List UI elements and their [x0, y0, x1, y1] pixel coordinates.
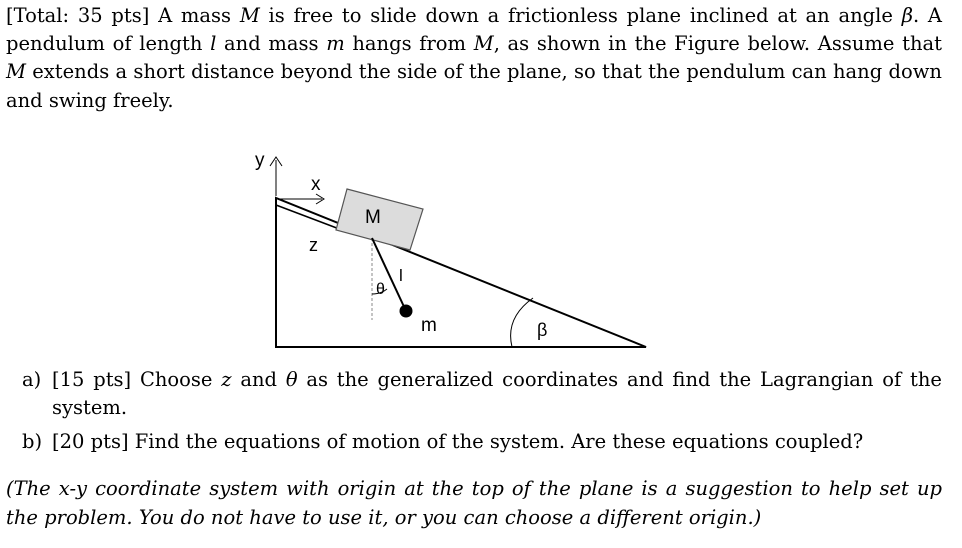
z-label: z — [309, 235, 318, 255]
inclined-plane — [276, 198, 646, 347]
problem-statement: [Total: 35 pts] A mass M is free to slide down a frictionless plane inclined at an angle β. A pendulum of length l and mass m hangs from M, as shown in the Figure below. Assume that M extends a short distance beyond the side of the plane, so that the pendulum can hang down and swing freely. — [6, 4, 942, 112]
block-M-label: M — [365, 207, 381, 228]
var-beta: β — [901, 4, 913, 27]
var-theta: θ — [285, 368, 298, 391]
var-xy: x-y — [58, 477, 88, 500]
part-a: a) [15 pts] Choose z and θ as the generalized coordinates and find the Lagrangian of the system. — [22, 368, 942, 420]
part-b-label: b) — [22, 430, 43, 453]
theta-label: θ — [376, 281, 385, 298]
pendulum-bob — [400, 305, 413, 318]
var-l: l — [210, 32, 217, 56]
beta-label: β — [537, 320, 548, 340]
var-z: z — [221, 368, 232, 391]
var-M: M — [473, 32, 494, 56]
var-M: M — [239, 4, 260, 27]
incline-pendulum-figure — [240, 140, 660, 355]
bob-mass-label: m — [421, 315, 437, 336]
var-m: m — [326, 32, 345, 56]
x-label: x — [311, 174, 321, 195]
part-b — [22, 428, 942, 456]
length-label: l — [399, 266, 403, 285]
coordinate-note: (The x-y coordinate system with origin at the top of the plane is a suggestion to help set up the problem. You do not have to use it, or you can choose a different origin.) — [6, 477, 942, 529]
total-points: [Total: 35 pts] — [6, 4, 150, 27]
var-M: M — [6, 60, 26, 84]
y-label: y — [255, 150, 265, 171]
part-a-label: a) — [22, 368, 42, 391]
part-b-text: [20 pts] Find the equations of motion of the system. Are these equations coupled? — [52, 430, 864, 453]
